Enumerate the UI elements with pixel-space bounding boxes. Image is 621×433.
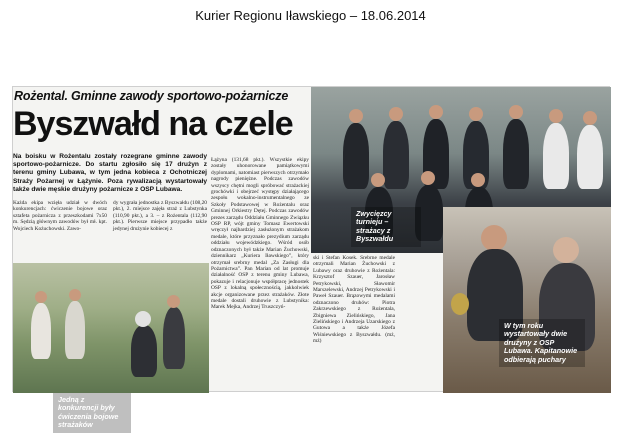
photo-figure-head [553, 237, 579, 263]
photo-figure-head [429, 105, 443, 119]
article-column-1: Każda ekipa wzięła udział w dwóch konkurencjach: ćwiczenie bojowe oraz sztafeta pożarnicza z przeszkodami 7x50 m. Sędzią głównym zawodów był mł. kpt. Wojciech Kożuchowski. Zawo- [13, 200, 107, 232]
photo-figure-head [389, 107, 403, 121]
photo-figure-head [469, 107, 483, 121]
photo-figure-head [583, 111, 597, 125]
photo-figure-head [135, 311, 151, 327]
photo-figure-head [471, 173, 485, 187]
photo-figure [343, 123, 369, 189]
photo-caption: W tym roku wystartowały dwie drużyny z OSP Lubawa. Kapitanowie odbierają puchary [499, 319, 585, 367]
article-column-3: Łążyna (131,68 pkt.). Wszystkie ekipy zostały uhonorowane pamiątkowymi dyplomami, natomiast pierwszych otrzymało nagrody pieniężne. Podczas zawodów wszyscy chętni mogli spróbować strażackiej grochówki i obejrzeć występy działającego zespołu wokalno-instrumentalnego ze Szkoły Podstawowej w Rożentalu oraz Gminnej Orkiestry Dętej. Podczas zawodów prezes zarządu Oddziału Gminnego Związku OSP RP, wójt gminy Tomasz Ewertowski wręczył najbardziej zasłużonym strażakom medale, które przyznało prezydium zarządu oddziału wojewódzkiego. Wśród osób odznaczonych był także Marian Żuchowski, dziennikarz „Kuriera Iławskiego”, który otrzymał srebrny medal „Za Zasługi dla Pożarnictwa”. Pan Marian od lat promuje działalność OSP z terenu gminy Lubawa, pokazuje i relacjonuje współpracę jednostek OSP z lokalną społecznością, jakkolwiek akcje organizowane przez strażaków. Złote medale dostali druhowie z Lubstynika: Marek Mejka, Andrzej Truszczyń- [211, 157, 309, 311]
photo-figure-head [481, 225, 507, 251]
photo-figure [383, 121, 409, 189]
article-lead: Na boisku w Rożentalu zostały rozegrane gminne zawody sportowo-pożarnicze. Do startu zgłosiło się 17 drużyn z terenu gminy Lubawa, w tym jedna kobieca z Ochotniczej Straży Pożarnej w Łążynie. Poza rywalizacją wystartowały także dwie męskie drużyny pożarnicze z OSP Lubawa. [13, 153, 207, 193]
photo-figure-head [69, 289, 81, 301]
photo-figure [31, 303, 51, 359]
photo-figure-head [451, 293, 469, 315]
photo-combat-exercise [13, 263, 209, 430]
photo-figure [65, 301, 85, 359]
article-column-2: dy wygrała jednostka z Byszwałdu (108,20 pkt.), 2. miejsce zajęła straż z Lubstynka (110,90 pkt.), a 3. – z Rożentala (112,90 pkt.). Pierwsze miejsce przypadło także jedynej drużynie kobiecej z [113, 200, 207, 232]
photo-figure [131, 325, 157, 377]
photo-figure-head [35, 291, 47, 303]
newspaper-clipping [12, 86, 610, 430]
photo-figure-head [421, 171, 435, 185]
photo-figure [163, 307, 185, 369]
photo-figure-head [371, 173, 385, 187]
article-kicker: Rożental. Gminne zawody sportowo-pożarnicze [14, 89, 289, 103]
photo-figure-head [509, 105, 523, 119]
page-header: Kurier Regionu Iławskiego – 18.06.2014 [195, 8, 426, 23]
photo-caption: Zwycięzcy turnieju – strażacy z Byszwałdu [351, 207, 421, 247]
photo-figure-head [549, 109, 563, 123]
photo-figure [503, 119, 529, 189]
photo-figure-head [167, 295, 180, 308]
photo-caption: Jedną z konkurencji były ćwiczenia bojowe strażaków [53, 393, 131, 433]
photo-figure-head [349, 109, 363, 123]
photo-figure [543, 123, 569, 189]
article-headline: Byszwałd na czele [13, 105, 293, 143]
photo-trophies [443, 207, 611, 393]
article-column-4: ski i Stefan Kosek. Srebrne medale otrzymali Marian Żuchowski z Lubawy oraz druhowie z Rożentala: Krzysztof Szauer, Jarosław Petrykowski, Sławomir Marszelewski, Andrzej Petrykowski i Paweł Szauer. Brązowymi medalami odznaczono druhów: Piotra Zakrzewskiego z Rożentala, Zbigniewa Zielińskiego, Jana Zielińskiego i Andrzeja Uzarskiego z Gutowa a także Józefa Wiśniewskiego z Byszwałdu. (mż, mż) [313, 255, 395, 345]
photo-figure [577, 125, 603, 189]
